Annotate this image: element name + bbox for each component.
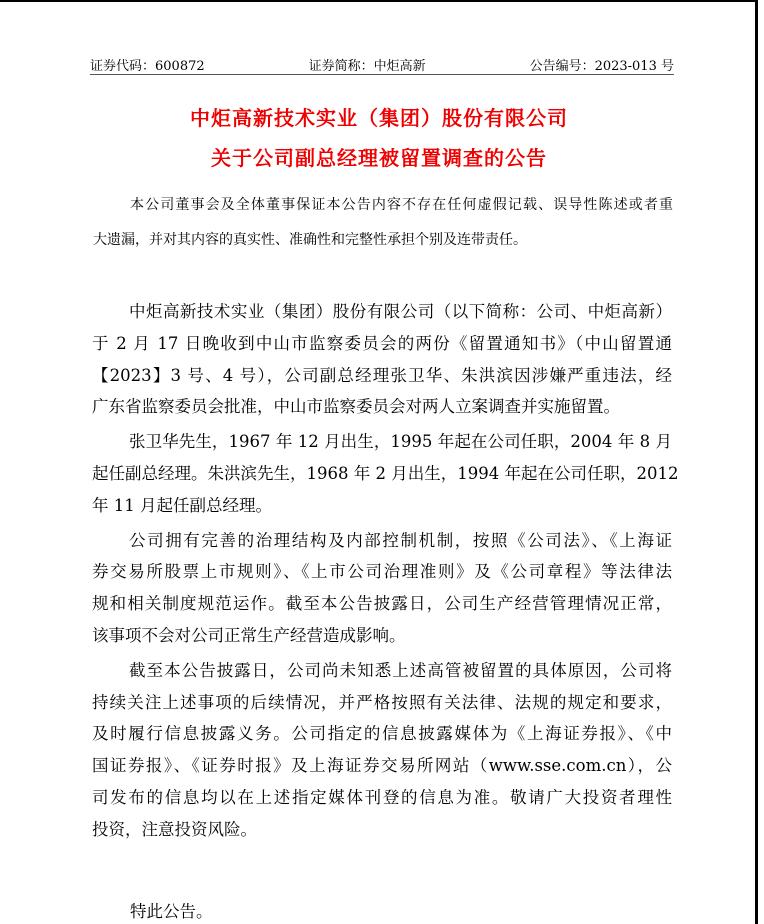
paragraph-line: 国证券报》、《证券时报》及上海证券交易所网站（www.sse.com.cn），公 [92, 756, 672, 776]
paragraph-line: 于 2 月 17 日晚收到中山市监察委员会的两份《留置通知书》（中山留置通 [92, 333, 672, 353]
paragraph-line: 广东省监察委员会批准，中山市监察委员会对两人立案调查并实施留置。 [92, 397, 620, 417]
title-company: 中炬高新技术实业（集团）股份有限公司 [190, 106, 568, 130]
paragraph-line: 起任副总经理。朱洪滨先生，1968 年 2 月出生，1994 年起在公司任职，2012 [92, 463, 679, 483]
paragraph-line: 【2023】3 号、4 号），公司副总经理张卫华、朱洪滨因涉嫌严重违法，经 [92, 365, 672, 385]
paragraph-line: 券交易所股票上市规则》、《上市公司治理准则》及《公司章程》等法律法 [92, 562, 672, 582]
closing: 特此公告。 [130, 902, 213, 921]
paragraph-line: 截至本公告披露日，公司尚未知悉上述高管被留置的具体原因，公司将 [129, 660, 672, 680]
paragraph-line: 该事项不会对公司正常生产经营造成影响。 [92, 625, 406, 645]
paragraph-line: 中炬高新技术实业（集团）股份有限公司（以下简称：公司、中炬高新） [129, 302, 672, 321]
paragraph-line: 公司拥有完善的治理结构及内部控制机制，按照《公司法》、《上海证 [129, 530, 672, 550]
paragraph [92, 525, 672, 652]
paragraph [92, 296, 672, 423]
paragraph-line: 司发布的信息均以在上述指定媒体刊登的信息为准。敬请广大投资者理性 [92, 787, 672, 807]
notice-number: 公告编号：2023-013 号 [529, 58, 674, 74]
paragraph-line: 张卫华先生，1967 年 12 月出生，1995 年起在公司任职，2004 年 8 月 [129, 432, 672, 452]
document-header [90, 54, 674, 75]
document-body [92, 296, 679, 849]
paragraph-line: 年 11 月起任副总经理。 [92, 495, 272, 515]
stock-short-name: 证券简称：中炬高新 [308, 58, 426, 74]
paragraph-line: 及时履行信息披露义务。公司指定的信息披露媒体为《上海证券报》、《中 [92, 724, 672, 744]
title-subject: 关于公司副总经理被留置调查的公告 [211, 146, 547, 170]
disclaimer [93, 188, 673, 258]
paragraph-line: 持续关注上述事项的后续情况，并严格按照有关法律、法规的规定和要求， [92, 692, 672, 712]
disclaimer-line: 大遗漏，并对其内容的真实性、准确性和完整性承担个别及连带责任。 [93, 232, 527, 248]
paragraph [92, 426, 679, 521]
paragraph-line: 规和相关制度规范运作。截至本公告披露日，公司生产经营管理情况正常， [92, 594, 672, 614]
paragraph [92, 655, 672, 846]
disclaimer-line: 本公司董事会及全体董事保证本公告内容不存在任何虚假记载、误导性陈述或者重 [130, 197, 673, 213]
stock-code: 证券代码：600872 [90, 58, 205, 74]
paragraph-line: 投资，注意投资风险。 [92, 819, 257, 839]
